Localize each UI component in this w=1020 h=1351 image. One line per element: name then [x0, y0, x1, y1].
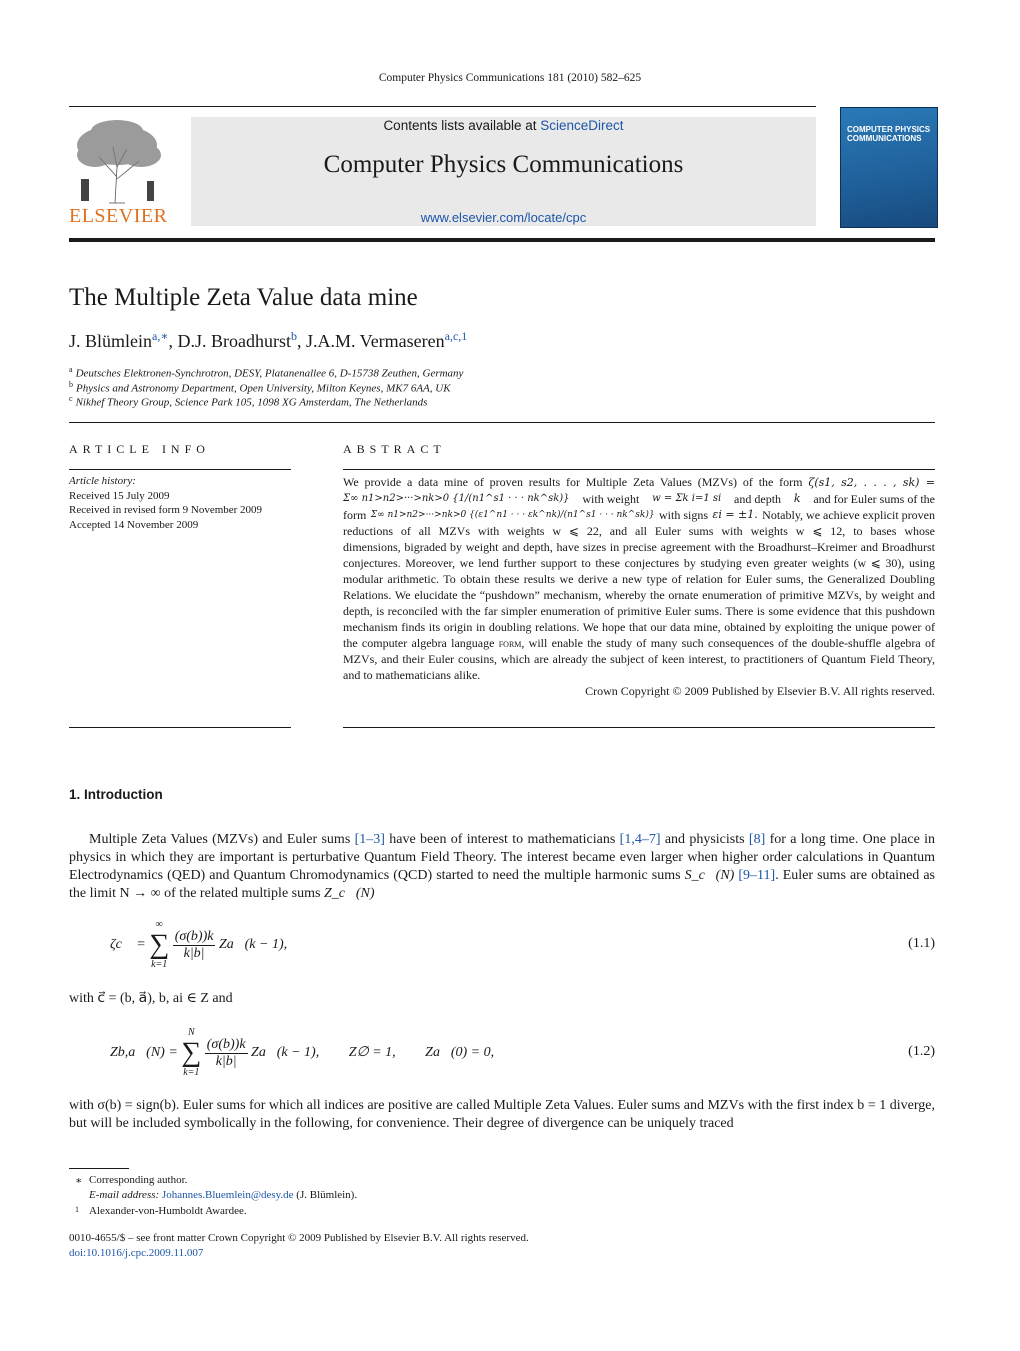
abstract-rule — [343, 469, 935, 470]
equation-number: (1.1) — [908, 936, 935, 951]
elsevier-logo[interactable] — [69, 117, 169, 227]
sum-upper-limit: N — [187, 1027, 195, 1038]
equation-1-1 — [110, 918, 287, 972]
front-matter-rule — [69, 422, 935, 423]
sum-lower-limit: k=1 — [151, 959, 168, 970]
issn-line: 0010-4655/$ – see front matter Crown Copyright © 2009 Published by Elsevier B.V. All rights reserved. — [69, 1232, 529, 1244]
abstract-bottom-rule — [343, 727, 935, 728]
abstract-text: form — [343, 508, 367, 522]
contents-prefix: Contents lists available at — [383, 118, 541, 133]
eq-extra: Za⃗(0) = 0, — [425, 1045, 495, 1061]
reference-link[interactable]: [1,4–7] — [619, 832, 661, 847]
denominator: k|b| — [215, 1053, 237, 1069]
article-info-rule — [69, 469, 291, 470]
intro-text: . Euler sums are obtained as the limit N → ∞ of the related multiple sums — [69, 868, 935, 901]
sigma-icon: ∑ — [181, 1037, 202, 1068]
abstract-line — [343, 491, 935, 507]
email-link[interactable]: Johannes.Bluemlein@desy.de — [161, 1189, 294, 1201]
abstract-text: and for Euler sums of the — [813, 492, 935, 506]
article-info-heading: ARTICLE INFO — [69, 442, 210, 456]
sciencedirect-link[interactable]: ScienceDirect — [540, 118, 624, 133]
footnote-mark: ∗ — [75, 1175, 83, 1187]
abstract-heading: ABSTRACT — [343, 442, 446, 456]
footnote-text: Alexander-von-Humboldt Awardee. — [89, 1205, 247, 1217]
paper-title: The Multiple Zeta Value data mine — [69, 284, 418, 311]
received-date: Received 15 July 2009 — [69, 489, 170, 502]
intro-text: have been of interest to mathematicians — [389, 832, 616, 847]
affiliation-text: Nikhef Theory Group, Science Park 105, 1098 XG Amsterdam, The Netherlands — [75, 396, 428, 409]
footnote-email — [69, 1189, 569, 1203]
reference-link[interactable]: [8] — [748, 832, 766, 847]
abstract-copyright: Crown Copyright © 2009 Published by Elsevier B.V. All rights reserved. — [585, 684, 935, 698]
abstract-body — [343, 474, 935, 699]
intro-paragraph — [69, 831, 935, 903]
header-thick-rule — [69, 238, 935, 242]
abstract-math: k — [793, 492, 801, 505]
author-name: D.J. Broadhurst — [177, 331, 291, 351]
footnote-mark: 1 — [75, 1205, 79, 1214]
sigma-icon: ∑ — [149, 929, 170, 960]
sum-lower-limit: k=1 — [183, 1067, 200, 1078]
abstract-text: We provide a data mine of proven results for Multiple Zeta Values (MZVs) of the form — [343, 475, 803, 489]
footnote-1 — [69, 1205, 569, 1219]
summation-symbol — [181, 1026, 201, 1080]
math-symbol: Z_c⃗(N) — [323, 886, 375, 901]
affiliation-text: Physics and Astronomy Department, Open University, Milton Keynes, MK7 6AA, UK — [76, 382, 451, 395]
email-label: E-mail address: — [89, 1189, 160, 1201]
article-info-bottom-rule — [69, 727, 291, 728]
intro-paragraph-2: with σ(b) = sign(b). Euler sums for which all indices are positive are called Multiple Zeta Values. Euler sums and MZVs with the first index b = 1 diverge, but will be included symbolically in the following, for convenience. Their degree of divergence can be uniquely traced — [69, 1098, 935, 1131]
revised-date: Received in revised form 9 November 2009 — [69, 504, 263, 516]
journal-cover-thumbnail[interactable] — [840, 107, 938, 228]
section-heading: 1. Introduction — [69, 787, 163, 802]
numerator: (σ(b))k — [206, 1036, 246, 1052]
abstract-math: Σ∞ n1>n2>···>nk>0 {1/(n1^s1 · · · nk^sk)} — [343, 493, 570, 504]
abstract-math: w = Σk i=1 si — [652, 493, 722, 504]
eq-lhs: Zb,a⃗(N) = — [110, 1045, 178, 1061]
accepted-date: Accepted 14 November 2009 — [69, 518, 199, 531]
contents-line — [191, 118, 816, 133]
denominator: k|b| — [183, 945, 205, 961]
abstract-text: with signs — [659, 508, 709, 522]
doi-link[interactable]: doi:10.1016/j.cpc.2009.11.007 — [69, 1247, 204, 1259]
journal-citation: Computer Physics Communications 181 (2010) 582–625 — [378, 72, 642, 84]
email-owner: (J. Blümlein). — [296, 1189, 358, 1201]
cover-title: COMPUTER PHYSICS COMMUNICATIONS — [847, 125, 931, 143]
abstract-line: reductions of all MZVs with weights w ⩽ 22, and all Euler sums with weights w ⩽ 12, to bases whose — [343, 524, 935, 538]
intro-text: for a long time. One place in physics in which they are important is perturbative Quantum Field Theory. The interest became even larger when higher order calculations in Quantum Electrodynamics (QED) and Quantum Chromodynamics (QCD) started to need the multiple harmonic sums — [69, 832, 936, 883]
math-symbol: S_c⃗(N) — [684, 868, 735, 883]
journal-title[interactable]: Computer Physics Communications — [323, 151, 684, 178]
footnote-corresponding — [69, 1174, 569, 1188]
article-history — [69, 474, 262, 532]
reference-link[interactable]: [1–3] — [354, 832, 385, 847]
reference-link[interactable]: [9–11] — [738, 868, 776, 883]
eq-lhs: ζc⃗ = — [110, 937, 146, 953]
footnote-rule — [69, 1168, 129, 1169]
abstract-line — [343, 474, 935, 491]
author-affiliation-link[interactable]: a,∗ — [152, 329, 169, 343]
history-label: Article history: — [69, 475, 136, 487]
header-top-rule — [69, 106, 816, 107]
journal-banner — [191, 117, 816, 226]
author-name: J.A.M. Vermaseren — [306, 331, 445, 351]
affiliation — [69, 380, 451, 395]
affiliation-mark: a — [69, 365, 73, 374]
with-line: with c⃗ = (b, a⃗), b, ai ∈ Z and — [69, 991, 233, 1006]
fraction — [173, 929, 216, 962]
equation-number: (1.2) — [908, 1044, 935, 1059]
abstract-text: , will enable the study of many such consequences of the double-shuffle algebra of MZVs, and their Euler cousins, which are already the subject of keen interest, to practitioners of Quantum Field Theory, and to mathematicians alike. — [343, 636, 935, 682]
author-affiliation-link[interactable]: b — [291, 329, 297, 343]
intro-text: Multiple Zeta Values (MZVs) and Euler sums — [89, 832, 351, 847]
abstract-math: εi = ±1. — [712, 508, 758, 521]
journal-url-link[interactable]: www.elsevier.com/locate/cpc — [420, 210, 587, 225]
sum-upper-limit: ∞ — [155, 919, 163, 930]
affiliation-mark: c — [69, 394, 73, 403]
elsevier-wordmark: ELSEVIER — [69, 205, 168, 227]
abstract-math: ζ(s1, s2, . . . , sk) = — [808, 476, 935, 489]
equation-1-2 — [110, 1026, 494, 1080]
affiliation — [69, 394, 427, 409]
intro-text: and physicists — [664, 832, 745, 847]
elsevier-tree-icon — [69, 117, 167, 205]
abstract-text: and depth — [734, 492, 782, 506]
abstract-text: with weight — [582, 492, 640, 506]
fraction — [205, 1037, 248, 1070]
numerator: (σ(b))k — [174, 928, 214, 944]
footnote-text: Corresponding author. — [89, 1174, 188, 1186]
affiliation — [69, 365, 463, 380]
eq-rhs: Za⃗(k − 1), — [218, 937, 288, 953]
abstract-text: Notably, we achieve explicit proven — [762, 508, 935, 522]
abstract-text: dimensions, bigraded by weight and depth, have sizes in precise agreement with the Broadhurst–Kreimer and Broadhurst conjectures. Moreover, we lend further support to these conjectures by studying even greater weights (w ⩽ 30), using modular arithmetic. To obtain these results we derive a new type of relation for Euler sums, the Generalized Doubling Relations. We elucidate the “pushdown” mechanism, whereby the ornate enumeration of primitive MZVs, by weight and depth, is reconciled with the far simpler enumeration of primitive Euler sums. There is some evidence that this pushdown mechanism finds its origin in doubling relations. We hope that our data mine, obtained by exploiting the unique power of the computer algebra language — [343, 540, 935, 650]
eq-extra: Z∅ = 1, — [348, 1045, 396, 1061]
abstract-paragraph — [343, 539, 935, 683]
abstract-line — [343, 507, 935, 523]
form-language-name: form — [498, 636, 522, 650]
summation-symbol — [149, 918, 169, 972]
author-affiliation-link[interactable]: a,c,1 — [444, 329, 468, 343]
affiliation-mark: b — [69, 380, 73, 389]
affiliation-text: Deutsches Elektronen-Synchrotron, DESY, Platanenallee 6, D-15738 Zeuthen, Germany — [75, 367, 464, 380]
author-list: J. Blümlein$^{a,∗}$, D.J. Broadhurst$^b$, J.A.M. Vermaseren$^{a,c,1}$ — [69, 329, 468, 351]
abstract-math: Σ∞ n1>n2>···>nk>0 {(ε1^n1 · · · εk^nk)/(n1^s1 · · · nk^sk)} — [370, 510, 655, 520]
author-name: J. Blümlein — [69, 331, 153, 351]
eq-rhs: Za⃗(k − 1), — [251, 1045, 320, 1061]
